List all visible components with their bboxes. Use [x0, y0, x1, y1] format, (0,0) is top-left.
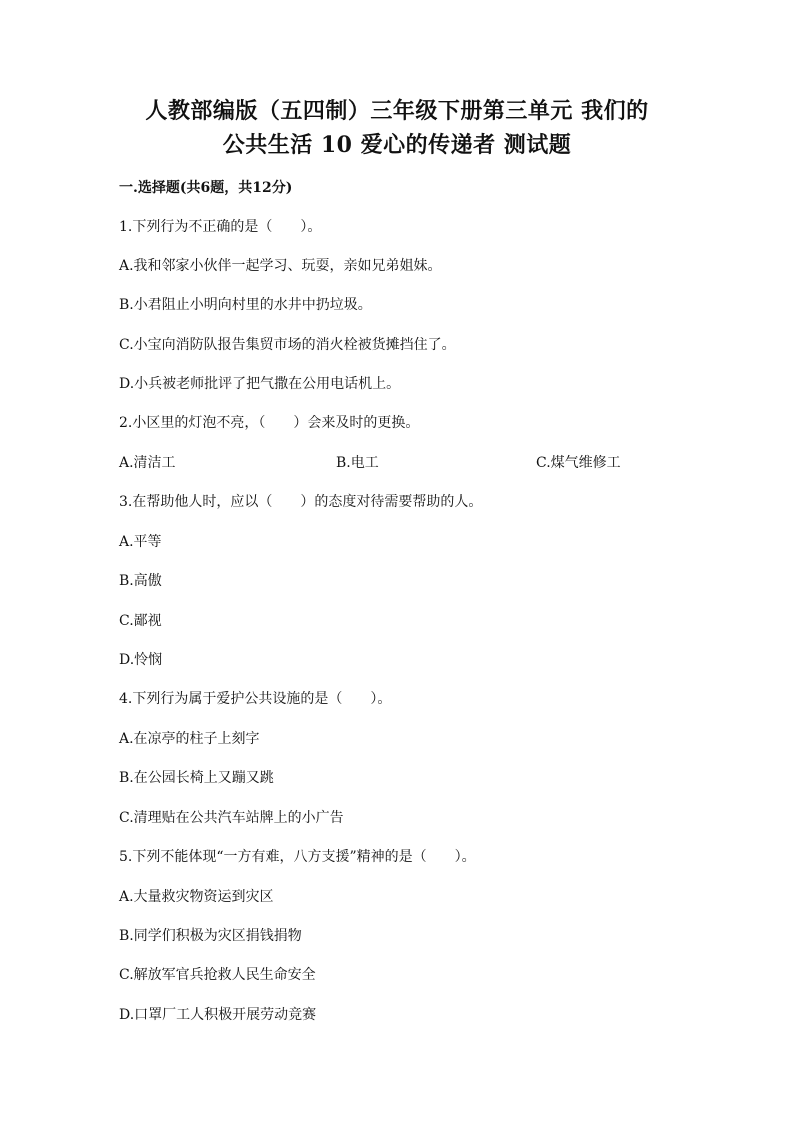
question-1-option-b: B.小君阻止小明向村里的水井中扔垃圾。: [119, 297, 372, 313]
question-1-stem: 1.下列行为不正确的是（ ）。: [119, 219, 322, 235]
question-1-option-c: C.小宝向消防队报告集贸市场的消火栓被货摊挡住了。: [119, 337, 456, 353]
question-1-option-a: A.我和邻家小伙伴一起学习、玩耍，亲如兄弟姐妹。: [119, 258, 442, 274]
page-title-line-1: 人教部编版（五四制）三年级下册第三单元 我们的: [145, 98, 649, 124]
question-3-option-c: C.鄙视: [119, 613, 162, 629]
question-3-option-d: D.怜悯: [119, 652, 163, 668]
question-4-stem: 4.下列行为属于爱护公共设施的是（ ）。: [119, 691, 392, 707]
question-2-option-b: B.电工: [336, 455, 379, 471]
question-4-option-a: A.在凉亭的柱子上刻字: [119, 731, 260, 747]
question-4-option-b: B.在公园长椅上又蹦又跳: [119, 770, 274, 786]
question-2-option-c: C.煤气维修工: [536, 455, 621, 471]
section-heading: 一.选择题(共6题，共12分): [119, 180, 293, 196]
question-3-option-b: B.高傲: [119, 573, 162, 589]
question-2-option-a: A.清洁工: [119, 455, 176, 471]
question-3-option-a: A.平等: [119, 534, 162, 550]
question-4-option-c: C.清理贴在公共汽车站牌上的小广告: [119, 810, 344, 826]
question-1-option-d: D.小兵被老师批评了把气撒在公用电话机上。: [119, 376, 401, 392]
page-title-line-2: 公共生活 10 爱心的传递者 测试题: [222, 132, 572, 158]
question-2-stem: 2.小区里的灯泡不亮，（ ）会来及时的更换。: [119, 415, 420, 431]
question-5-option-b: B.同学们积极为灾区捐钱捐物: [119, 928, 302, 944]
question-5-option-a: A.大量救灾物资运到灾区: [119, 889, 274, 905]
question-5-stem: 5.下列不能体现“一方有难，八方支援”精神的是（ ）。: [119, 849, 476, 865]
question-5-option-d: D.口罩厂工人积极开展劳动竞赛: [119, 1007, 317, 1023]
question-5-option-c: C.解放军官兵抢救人民生命安全: [119, 967, 316, 983]
question-3-stem: 3.在帮助他人时，应以（ ）的态度对待需要帮助的人。: [119, 494, 483, 510]
